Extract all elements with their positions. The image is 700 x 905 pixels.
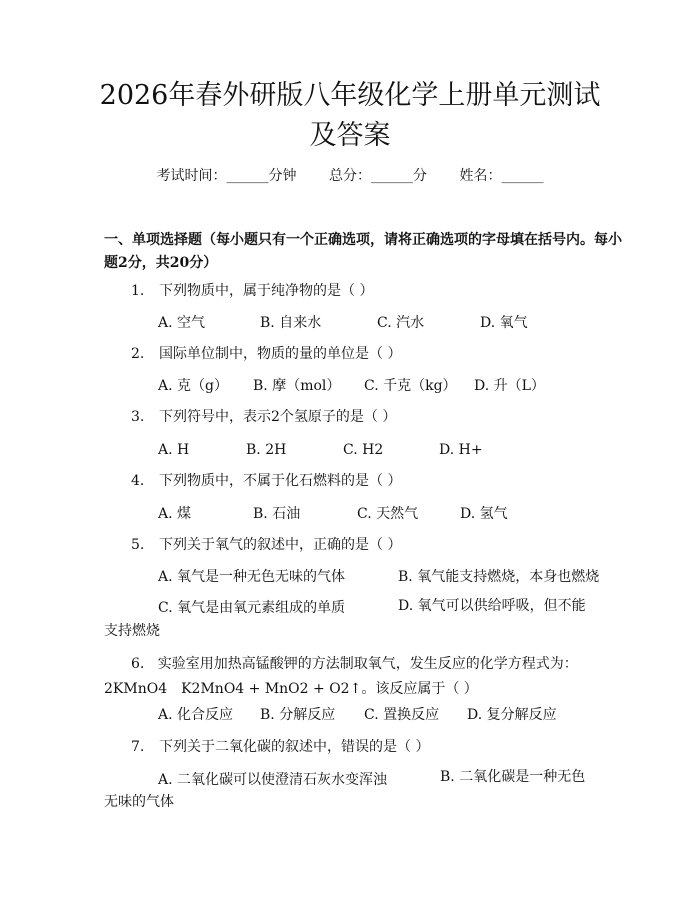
question-text: 下列物质中，不属于化石燃料的是（ ） [159,473,402,489]
option-b: B. 分解反应 [260,707,336,723]
option-d: D. H+ [439,442,483,458]
option-a: A. 煤 [158,506,192,522]
question [104,652,598,702]
exam-score: 总分：______分 [329,168,427,184]
question-text: 国际单位制中，物质的量的单位是（ ） [159,346,402,362]
option-a: A. 空气 [158,315,206,331]
option-a: A. H [158,442,190,458]
option-c: C. 置换反应 [364,707,440,723]
question [131,281,373,301]
exam-time: 考试时间：______分钟 [156,168,297,184]
question-number: 4. [131,473,145,489]
option-a: A. 二氧化碳可以使澄清石灰水变浑浊 [158,772,388,788]
question [131,737,429,757]
question [131,407,396,427]
option-a: A. 化合反应 [158,707,234,723]
question-number: 7. [131,739,145,755]
option-b: B. 二氧化碳是一种无色无味的气体 [104,769,586,810]
question-text: 下列物质中，属于纯净物的是（ ） [159,283,374,299]
option-d: D. 氧气可以供给呼吸，但不能支持燃烧 [104,598,586,639]
option-b: B. 摩（mol） [253,378,341,394]
question-number: 5. [131,537,145,553]
question-number: 6. [131,656,145,672]
option-d: D. 升（L） [474,378,545,394]
exam-name: 姓名：______ [459,168,544,184]
question-number: 1. [131,283,145,299]
option-c: C. 氧气是由氧元素组成的单质 [158,600,346,616]
option-b: B. 2H [246,442,287,458]
option-a: A. 氧气是一种无色无味的气体 [158,569,346,585]
question [131,344,401,364]
option-b: B. 氧气能支持燃烧，本身也燃烧 [398,569,600,585]
question-text: 下列关于二氧化碳的叙述中，错误的是（ ） [159,739,430,755]
exam-meta [0,166,700,186]
question-text: 下列符号中，表示2个氢原子的是（ ） [159,409,397,425]
option-b: B. 石油 [253,506,301,522]
option-d: D. 氢气 [460,506,508,522]
option-d: D. 复分解反应 [467,707,557,723]
question-number: 3. [131,409,145,425]
question [131,471,401,491]
option-a: A. 克（g） [158,378,228,394]
document-title: 2026年春外研版八年级化学上册单元测试及答案 [99,80,601,151]
option-c: C. 汽水 [377,315,425,331]
option-c: C. 天然气 [357,506,419,522]
question-text: 下列关于氧气的叙述中，正确的是（ ） [159,537,402,553]
option-c: C. H2 [343,442,384,458]
question-text: 实验室用加热高锰酸钾的方法制取氧气，发生反应的化学方程式为：2KMnO4 K2MnO4 + MnO2 + O2↑。该反应属于（ ） [104,656,578,697]
section-heading: 一、单项选择题（每小题只有一个正确选项，请将正确选项的字母填在括号内。每小题2分，共20分） [104,232,622,271]
question-number: 2. [131,346,145,362]
option-c: C. 千克（kg） [364,378,457,394]
option-d: D. 氧气 [480,315,528,331]
question [131,535,401,555]
option-b: B. 自来水 [260,315,322,331]
